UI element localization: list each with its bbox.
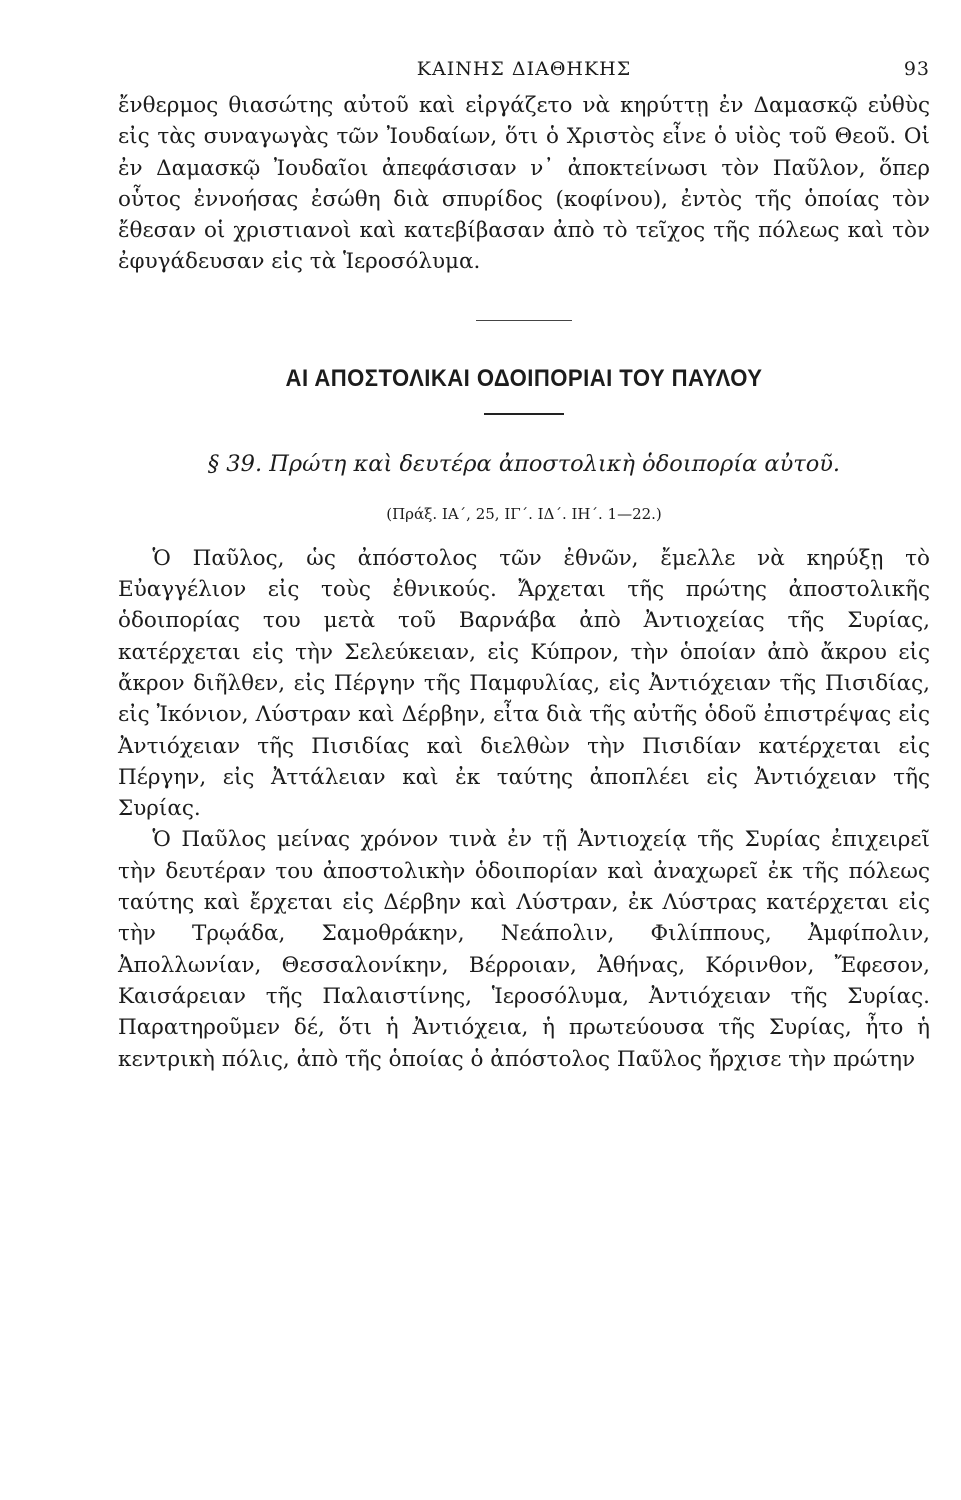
opening-paragraph: ἔνθερμος θιασώτης αὐτοῦ καὶ εἰργάζετο νὰ κηρύττῃ ἐν Δαμασκῷ εὐθὺς εἰς τὰς συναγωγὰς τῶν Ἰουδαίων, ὅτι ὁ Χριστὸς εἶνε ὁ υἱὸς τοῦ Θεοῦ. Οἱ ἐν Δαμασκῷ Ἰουδαῖοι ἀπεφάσισαν ν᾽ ἀποκτείνωσι τὸν Παῦλον, ὅπερ οὗτος ἐννοήσας ἐσώθη διὰ σπυρίδος (κοφίνου), ἐντὸς τῆς ὁποίας τὸν ἔθεσαν οἱ χριστιανοὶ καὶ κατεβίβασαν ἀπὸ τὸ τεῖχος τῆς πόλεως καὶ τὸν ἐφυγάδευσαν εἰς τὰ Ἱεροσόλυμα. (118, 93, 930, 275)
title-underline-rule (484, 413, 564, 415)
body-paragraph: Ὁ Παῦλος, ὡς ἀπόστολος τῶν ἐθνῶν, ἔμελλε νὰ κηρύξῃ τὸ Εὐαγγέλιον εἰς τοὺς ἐθνικούς. Ἄρχεται τῆς πρώτης ἀποστολικῆς ὁδοιπορίας του μετὰ τοῦ Βαρνάβα ἀπὸ Ἀντιοχείας τῆς Συρίας, κατέρχεται εἰς τὴν Σελεύκειαν, εἰς Κύπρον, τὴν ὁποίαν ἀπὸ ἄκρου εἰς ἄκρον διῆλθεν, εἰς Πέργην τῆς Παμφυλίας, εἰς Ἀντιόχειαν τῆς Πισιδίας, εἰς Ἰκόνιον, Λύστραν καὶ Δέρβην, εἶτα διὰ τῆς αὐτῆς ὁδοῦ ἐπιστρέψας εἰς Ἀντιόχειαν τῆς Πισιδίας καὶ διελθὼν τὴν Πισιδίαν κατέρχεται εἰς Πέργην, εἰς Ἀττάλειαν καὶ ἐκ ταύτης ἀποπλέει εἰς Ἀντιόχειαν τῆς Συρίας. (118, 545, 930, 822)
section-title: ΑΙ ΑΠΟΣΤΟΛΙΚΑΙ ΟΔΟΙΠΟΡΙΑΙ ΤΟΥ ΠΑΥΛΟΥ (285, 364, 763, 392)
scripture-reference: (Πράξ. ΙΑ΄, 25, ΙΓ΄. ΙΔ΄. ΙΗ΄. 1—22.) (386, 504, 662, 523)
body-paragraph: Ὁ Παῦλος μείνας χρόνον τινὰ ἐν τῇ Ἀντιοχείᾳ τῆς Συρίας ἐπιχειρεῖ τὴν δευτέραν του ἀποστολικὴν ὁδοιπορίαν καὶ ἀναχωρεῖ ἐκ τῆς πόλεως ταύτης καὶ ἔρχεται εἰς Δέρβην καὶ Λύστραν, ἐκ Λύστρας κατέρχεται εἰς τὴν Τρῳάδα, Σαμοθράκην, Νεάπολιν, Φιλίππους, Ἀμφίπολιν, Ἀπολλωνίαν, Θεσσαλονίκην, Βέρροιαν, Ἀθήνας, Κόρινθον, Ἔφεσον, Καισάρειαν τῆς Παλαιστίνης, Ἱεροσόλυμα, Ἀντιόχειαν τῆς Συρίας. Παρατηροῦμεν δέ, ὅτι ἡ Ἀντιόχεια, ἡ πρωτεύουσα τῆς Συρίας, ἦτο ἡ κεντρικὴ πόλις, ἀπὸ τῆς ὁποίας ὁ ἀπόστολος Παῦλος ἤρχισε τὴν πρώτην (118, 827, 930, 1072)
running-head-title: ΚΑΙΝΗΣ ΔΙΑΘΗΚΗΣ (416, 58, 632, 80)
page-number: 93 (903, 58, 930, 80)
book-page (118, 50, 930, 1075)
running-head (118, 50, 930, 90)
subsection-heading: § 39. Πρώτη καὶ δευτέρα ἀποστολικὴ ὁδοιπορία αὐτοῦ. (207, 450, 841, 477)
separator-rule (476, 320, 572, 321)
